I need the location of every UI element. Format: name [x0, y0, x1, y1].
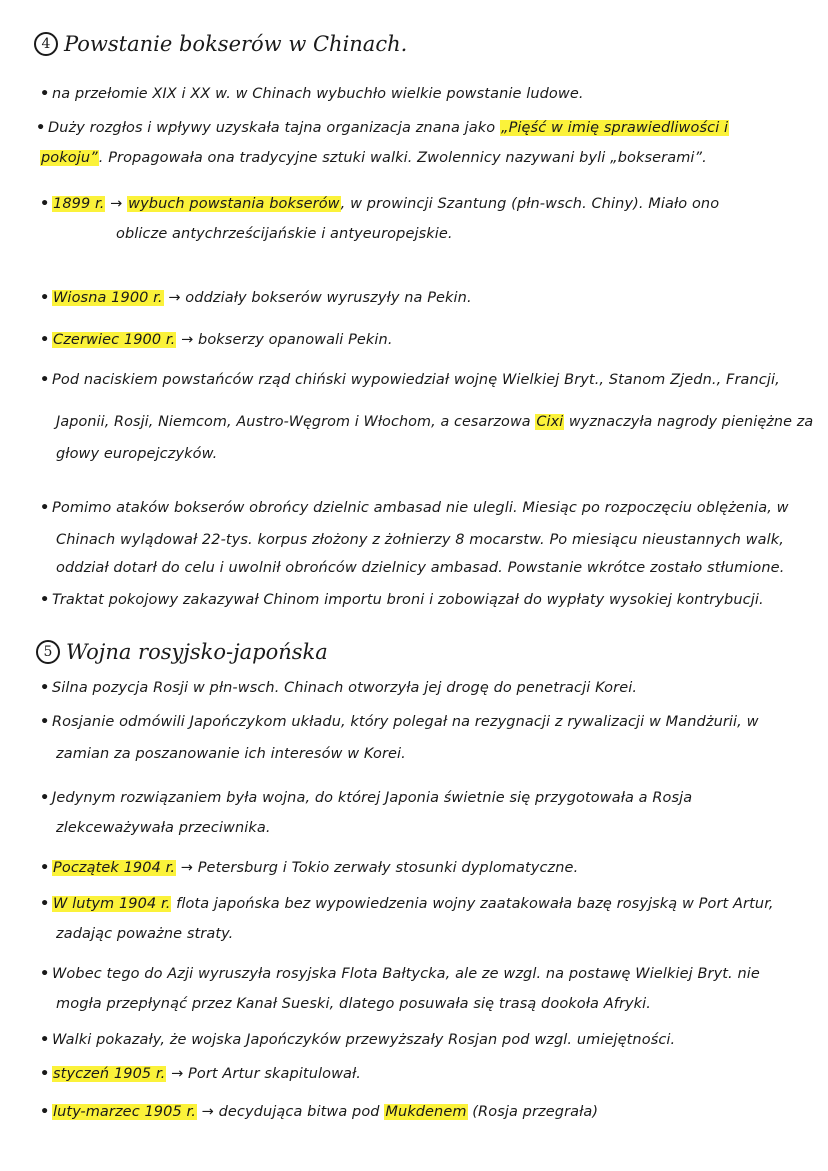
text-segment: → oddziały bokserów wyruszyły na Pekin.: [163, 290, 472, 306]
text-segment: oblicze antychrześcijańskie i antyeuropejskie.: [116, 226, 453, 242]
text-segment: Rosjanie odmówili Japończykom układu, który polegał na rezygnacji z rywalizacji w Mandżurii, w: [52, 714, 759, 730]
text-segment: → Petersburg i Tokio zerwały stosunki dyplomatyczne.: [176, 860, 579, 876]
text-segment: na przełomie XIX i XX w. w Chinach wybuchło wielkie powstanie ludowe.: [52, 86, 584, 102]
highlighted-text: Początek 1904 r.: [53, 860, 176, 876]
section-heading: [36, 640, 328, 664]
text-segment: mogła przepłynąć przez Kanał Sueski, dlatego posuwała się trasą dookoła Afryki.: [56, 996, 652, 1012]
text-line: [40, 370, 780, 390]
text-line: [40, 330, 393, 350]
text-segment: zadając poważne straty.: [56, 926, 234, 942]
text-segment: głowy europejczyków.: [56, 446, 218, 462]
text-segment: Pod naciskiem powstańców rząd chiński wypowiedział wojnę Wielkiej Bryt., Stanom Zjedn., Francji,: [52, 372, 780, 388]
text-segment: Jedynym rozwiązaniem była wojna, do której Japonia świetnie się przygotowała a Rosja: [52, 790, 693, 806]
text-segment: wyznaczyła nagrody pieniężne za: [564, 414, 814, 430]
text-line: [40, 498, 789, 518]
text-line: [40, 590, 764, 610]
text-line: [116, 224, 453, 244]
bullet-mark: •: [40, 86, 50, 102]
text-segment: →: [105, 196, 128, 212]
bullet-mark: •: [40, 196, 50, 212]
highlighted-text: wybuch powstania bokserów: [128, 196, 340, 212]
text-segment: Chinach wylądował 22-tys. korpus złożony z żołnierzy 8 mocarstw. Po miesiącu nieustannych walk,: [56, 532, 784, 548]
text-segment: flota japońska bez wypowiedzenia wojny zaatakowała bazę rosyjską w Port Artur,: [171, 896, 774, 912]
text-line: [36, 118, 729, 138]
bullet-mark: •: [40, 896, 50, 912]
text-line: [56, 994, 651, 1014]
text-segment: Pomimo ataków bokserów obrońcy dzielnic ambasad nie ulegli. Miesiąc po rozpoczęciu oblężenia, w: [52, 500, 789, 516]
text-segment: Japonii, Rosji, Niemcom, Austro-Węgrom i Włochom, a cesarzowa: [56, 414, 536, 430]
section-title: Wojna rosyjsko-japońska: [66, 640, 328, 664]
text-segment: Duży rozgłos i wpływy uzyskała tajna organizacja znana jako: [48, 120, 500, 136]
text-line: [40, 288, 472, 308]
text-segment: zamian za poszanowanie ich interesów w Korei.: [56, 746, 406, 762]
text-segment: . Propagowała ona tradycyjne sztuki walki. Zwolennicy nazywani byli „bokserami”.: [98, 150, 707, 166]
section-title: Powstanie bokserów w Chinach.: [64, 32, 408, 56]
bullet-mark: •: [40, 860, 50, 876]
highlighted-text: „Pięść w imię sprawiedliwości i: [500, 120, 729, 136]
text-line: [40, 84, 584, 104]
highlighted-text: Mukdenem: [385, 1104, 467, 1120]
bullet-mark: •: [40, 790, 50, 806]
highlighted-text: Wiosna 1900 r.: [53, 290, 163, 306]
text-segment: (Rosja przegrała): [467, 1104, 599, 1120]
text-segment: oddział dotarł do celu i uwolnił obrońców dzielnicy ambasad. Powstanie wkrótce zostało stłumione.: [56, 560, 785, 576]
text-segment: Walki pokazały, że wojska Japończyków przewyższały Rosjan pod wzgl. umiejętności.: [52, 1032, 676, 1048]
bullet-mark: •: [40, 332, 50, 348]
text-segment: zlekceważywała przeciwnika.: [56, 820, 271, 836]
bullet-mark: •: [40, 500, 50, 516]
text-line: [40, 858, 578, 878]
text-line: [56, 818, 271, 838]
text-segment: → Port Artur skapitulował.: [166, 1066, 362, 1082]
bullet-mark: •: [40, 680, 50, 696]
text-line: [56, 412, 813, 432]
section-number-badge: 5: [36, 640, 60, 664]
bullet-mark: •: [40, 1066, 50, 1082]
text-line: [40, 148, 707, 168]
text-line: [56, 924, 233, 944]
text-line: [56, 744, 406, 764]
text-line: [56, 444, 217, 464]
text-line: [40, 964, 760, 984]
text-line: [40, 788, 692, 808]
highlighted-text: Cixi: [536, 414, 564, 430]
text-line: [56, 530, 784, 550]
text-segment: → bokserzy opanowali Pekin.: [176, 332, 393, 348]
text-line: [40, 712, 759, 732]
text-segment: → decydująca bitwa pod: [196, 1104, 385, 1120]
text-line: [40, 194, 719, 214]
text-line: [40, 1030, 675, 1050]
bullet-mark: •: [40, 592, 50, 608]
section-heading: [34, 32, 407, 56]
text-line: [40, 894, 774, 914]
bullet-mark: •: [40, 1032, 50, 1048]
bullet-mark: •: [40, 372, 50, 388]
highlighted-text: 1899 r.: [53, 196, 105, 212]
bullet-mark: •: [36, 120, 46, 136]
text-line: [40, 1064, 361, 1084]
highlighted-text: Czerwiec 1900 r.: [53, 332, 176, 348]
bullet-mark: •: [40, 290, 50, 306]
text-line: [40, 1102, 598, 1122]
bullet-mark: •: [40, 1104, 50, 1120]
bullet-mark: •: [40, 714, 50, 730]
highlighted-text: styczeń 1905 r.: [53, 1066, 166, 1082]
bullet-mark: •: [40, 966, 50, 982]
text-line: [40, 678, 637, 698]
text-line: [56, 558, 784, 578]
section-number-badge: 4: [34, 32, 58, 56]
text-segment: Wobec tego do Azji wyruszyła rosyjska Flota Bałtycka, ale ze wzgl. na postawę Wielkiej Bryt. nie: [52, 966, 760, 982]
highlighted-text: W lutym 1904 r.: [53, 896, 171, 912]
text-segment: , w prowincji Szantung (płn-wsch. Chiny). Miało ono: [340, 196, 720, 212]
text-segment: Traktat pokojowy zakazywał Chinom importu broni i zobowiązał do wypłaty wysokiej kontrybucji.: [52, 592, 764, 608]
highlighted-text: luty-marzec 1905 r.: [53, 1104, 196, 1120]
text-segment: Silna pozycja Rosji w płn-wsch. Chinach otworzyła jej drogę do penetracji Korei.: [52, 680, 638, 696]
highlighted-text: pokoju”: [41, 150, 98, 166]
